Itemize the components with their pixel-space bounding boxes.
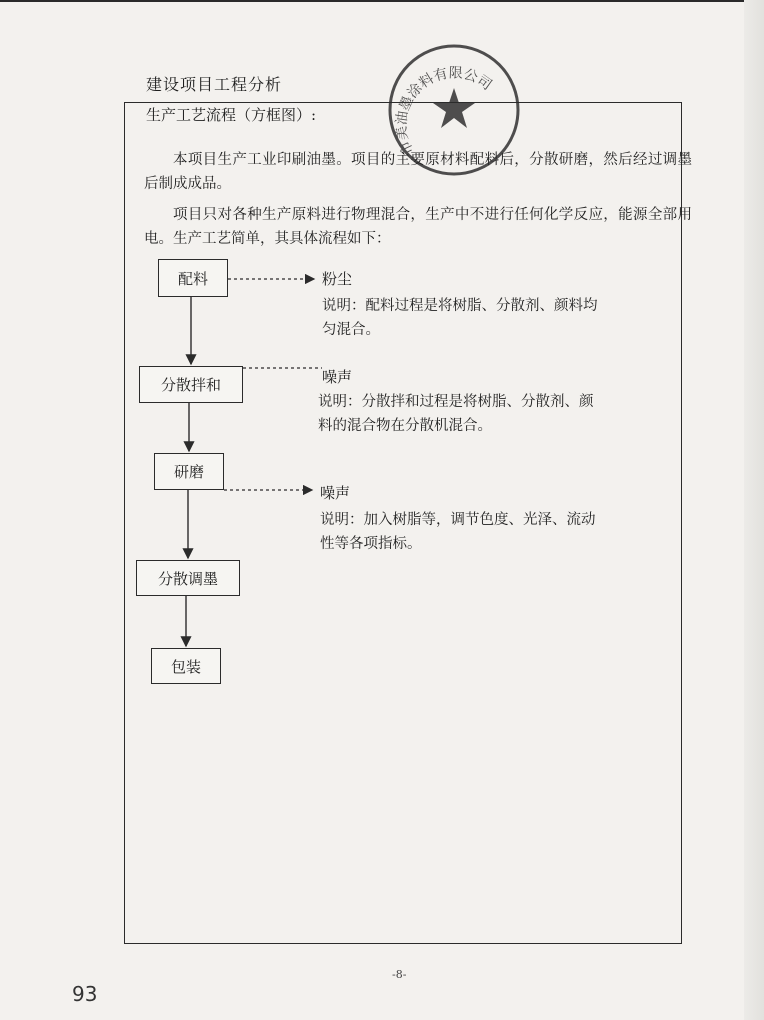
handwritten-page-mark: 93	[72, 982, 98, 1006]
emission-title-noise-1: 噪声	[322, 368, 353, 386]
flow-heading: 生产工艺流程（方框图）:	[146, 106, 317, 124]
emission-desc-dust: 说明：配料过程是将树脂、分散剂、颜料均 匀混合。	[322, 298, 598, 338]
process-paragraph: 项目只对各种生产原料进行物理混合，生产中不进行任何化学反应，能源全部用电。生产工艺简单，其具体流程如下：	[144, 207, 692, 247]
company-seal-stamp	[384, 40, 524, 180]
page-number: -8-	[392, 968, 407, 981]
step-box-packaging: 包装	[151, 648, 221, 684]
intro-paragraph: 本项目生产工业印刷油墨。项目的主要原材料配料后，分散研磨，然后经过调墨后制成成品。	[144, 152, 692, 192]
step-box-batching: 配料	[158, 259, 228, 297]
step-box-dispersing: 分散拌和	[139, 366, 243, 403]
emission-desc-noise-1: 说明：分散拌和过程是将树脂、分散剂、颜 料的混合物在分散机混合。	[318, 394, 594, 434]
section-title: 建设项目工程分析	[146, 75, 283, 94]
emission-title-noise-2: 噪声	[320, 484, 351, 502]
step-box-grinding: 研磨	[154, 453, 224, 490]
emission-title-dust: 粉尘	[322, 270, 353, 288]
step-box-ink-mixing: 分散调墨	[136, 560, 240, 596]
svg-text:市美油墨涂料有限公司: 市美油墨涂料有限公司	[393, 65, 495, 158]
seal-star-icon	[433, 88, 475, 128]
emission-desc-noise-2: 说明：加入树脂等，调节色度、光泽、流动 性等各项指标。	[320, 512, 596, 552]
